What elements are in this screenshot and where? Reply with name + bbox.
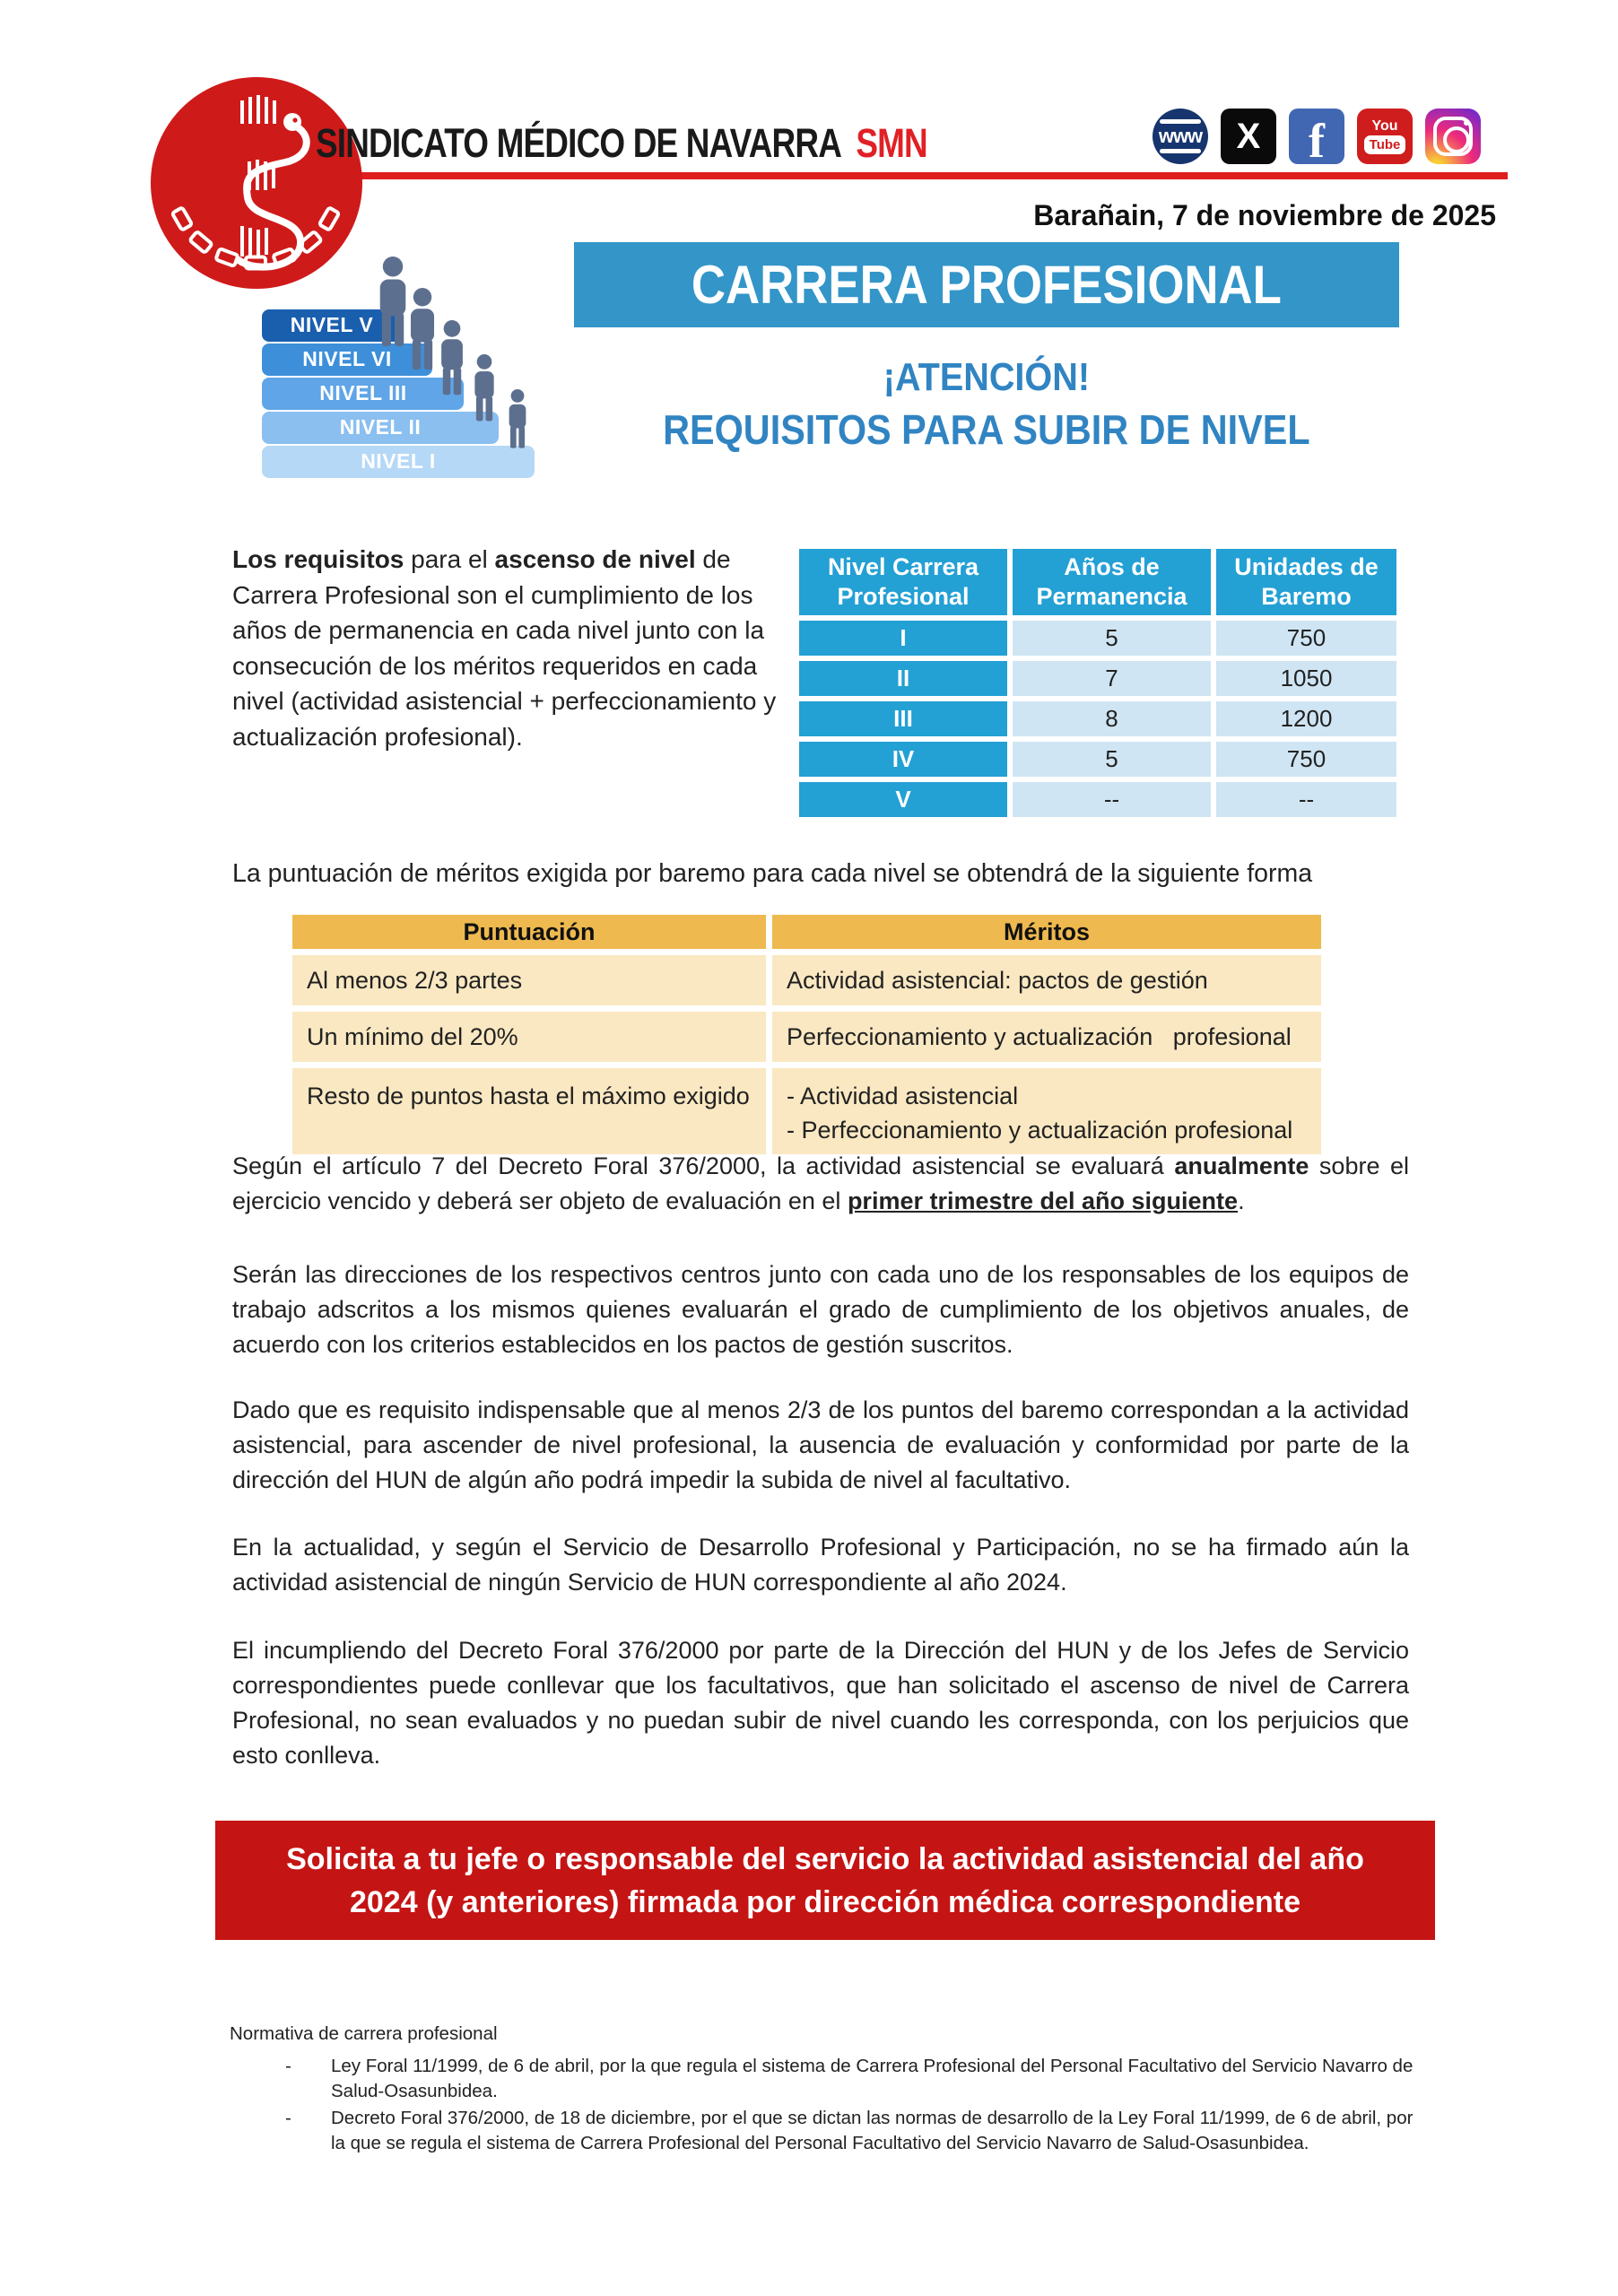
header-divider-line xyxy=(184,172,1508,179)
table-cell-units: 1050 xyxy=(1216,661,1396,696)
bullet-dash: - xyxy=(285,2108,291,2128)
page-title: CARRERA PROFESIONAL xyxy=(691,255,1283,315)
table-cell-years: 5 xyxy=(1013,742,1211,777)
footer-title: Normativa de carrera profesional xyxy=(230,2023,498,2044)
social-icons-bar xyxy=(1153,109,1481,168)
table-cell-level: II xyxy=(799,661,1007,696)
attention-heading: ¡ATENCIÓN! xyxy=(883,355,1091,399)
table-cell-units: 1200 xyxy=(1216,701,1396,736)
merits-cell-puntuacion: Al menos 2/3 partes xyxy=(292,955,766,1005)
merits-cell-puntuacion: Resto de puntos hasta el máximo exigido xyxy=(292,1068,766,1154)
levels-table-header: Años de Permanencia xyxy=(1013,549,1211,615)
org-name: SINDICATO MÉDICO DE NAVARRA xyxy=(316,120,840,166)
website-icon[interactable]: www xyxy=(1153,109,1208,164)
paragraph-evaluacion: Según el artículo 7 del Decreto Foral 376/2000, la actividad asistencial se evaluará anualmente sobre el ejercicio vencido y deberá ser objeto de evaluación en el primer trimestre del año siguiente. xyxy=(232,1152,1410,1214)
paragraph-incumplimiento: El incumpliendo del Decreto Foral 376/2000 por parte de la Dirección del HUN y de los Jefes de Servicio correspondientes puede conllevar que los facultativos, que han solicitado el ascenso de nivel de Carrera Profesional, no sean evaluados y no puedan subir de nivel cuando les corresponda, con los perjuicios que esto conlleva. xyxy=(232,1637,1409,1769)
alert-line-1: Solicita a tu jefe o responsable del servicio la actividad asistencial del año xyxy=(286,1841,1364,1876)
merits-table-header: Puntuación xyxy=(292,915,766,949)
bullet-dash: - xyxy=(285,2056,291,2076)
table-cell-years: 5 xyxy=(1013,621,1211,656)
levels-table-header: Nivel Carrera Profesional xyxy=(799,549,1007,615)
svg-text:NIVEL II: NIVEL II xyxy=(339,415,422,439)
merits-cell-meritos: - Actividad asistencial - Perfeccionamiento y actualización profesional xyxy=(772,1068,1321,1154)
career-levels-pyramid xyxy=(260,231,547,491)
intro-paragraph: Los requisitos para el ascenso de nivel de Carrera Profesional son el cumplimiento de los años de permanencia en cada nivel junto con la consecución de los méritos requeridos en cada nivel (actividad asistencial + perfeccionamiento y actualización profesional). xyxy=(232,545,777,751)
table-cell-level: IV xyxy=(799,742,1007,777)
org-abbr: SMN xyxy=(856,120,927,166)
merits-cell-meritos: Perfeccionamiento y actualización profesional xyxy=(772,1012,1321,1062)
levels-table xyxy=(799,549,1396,817)
levels-table-header: Unidades de Baremo xyxy=(1216,549,1396,615)
table-cell-units: 750 xyxy=(1216,742,1396,777)
svg-text:NIVEL I: NIVEL I xyxy=(361,449,436,473)
footer-item: - Decreto Foral 376/2000, de 18 de diciembre, por el que se dictan las normas de desarrollo de la Ley Foral 11/1999, de 6 de abril, por la que se regula el sistema de Carrera Profesional del Personal Facultativo del Servicio Navarro de Salud-Osasunbidea. xyxy=(285,2108,1414,2153)
table-cell-level: III xyxy=(799,701,1007,736)
instagram-icon[interactable] xyxy=(1425,109,1481,164)
merits-cell-puntuacion: Un mínimo del 20% xyxy=(292,1012,766,1062)
facebook-icon[interactable]: f xyxy=(1289,109,1344,164)
table-cell-years: -- xyxy=(1013,782,1211,817)
merits-table xyxy=(292,915,1321,1154)
table-cell-units: -- xyxy=(1216,782,1396,817)
paragraph-requisito: Dado que es requisito indispensable que al menos 2/3 de los puntos del baremo correspondan a la actividad asistencial, para ascender de nivel profesional, la ausencia de evaluación y conformidad por parte de la dirección del HUN de algún año podrá impedir la subida de nivel al facultativo. xyxy=(232,1396,1409,1493)
main-title-banner xyxy=(574,242,1399,327)
subtitle-heading: REQUISITOS PARA SUBIR DE NIVEL xyxy=(663,406,1310,453)
table-cell-level: I xyxy=(799,621,1007,656)
date-line: Barañain, 7 de noviembre de 2025 xyxy=(1033,199,1496,231)
alert-line-2: 2024 (y anteriores) firmada por dirección médica correspondiente xyxy=(349,1884,1301,1919)
youtube-icon[interactable]: You Tube xyxy=(1357,109,1413,164)
footer-item: - Ley Foral 11/1999, de 6 de abril, por la que regula el sistema de Carrera Profesional del Personal Facultativo del Servicio Navarro de Salud-Osasunbidea. xyxy=(285,2056,1414,2101)
svg-text:NIVEL III: NIVEL III xyxy=(319,381,407,404)
paragraph-actualidad: En la actualidad, y según el Servicio de Desarrollo Profesional y Participación, no se ha firmado aún la actividad asistencial de ningún Servicio de HUN correspondiente al año 2024. xyxy=(232,1534,1409,1596)
paragraph-direcciones: Serán las direcciones de los respectivos centros junto con cada uno de los responsables de los equipos de trabajo adscritos a los mismos quienes evaluarán el grado de cumplimiento de los objetivos anuales, de acuerdo con los criterios establecidos en los pactos de gestión suscritos. xyxy=(232,1261,1409,1358)
footer-normativa xyxy=(230,2023,1422,2158)
table-cell-units: 750 xyxy=(1216,621,1396,656)
table-cell-level: V xyxy=(799,782,1007,817)
table-cell-years: 8 xyxy=(1013,701,1211,736)
merits-table-header: Méritos xyxy=(772,915,1321,949)
org-title xyxy=(316,120,1062,167)
svg-text:NIVEL VI: NIVEL VI xyxy=(302,347,392,370)
merits-intro-text: La puntuación de méritos exigida por baremo para cada nivel se obtendrá de la siguiente forma xyxy=(232,859,1313,888)
alert-banner xyxy=(215,1821,1435,1940)
table-cell-years: 7 xyxy=(1013,661,1211,696)
merits-cell-meritos: Actividad asistencial: pactos de gestión xyxy=(772,955,1321,1005)
svg-text:NIVEL V: NIVEL V xyxy=(290,313,374,336)
x-twitter-icon[interactable]: X xyxy=(1221,109,1276,164)
